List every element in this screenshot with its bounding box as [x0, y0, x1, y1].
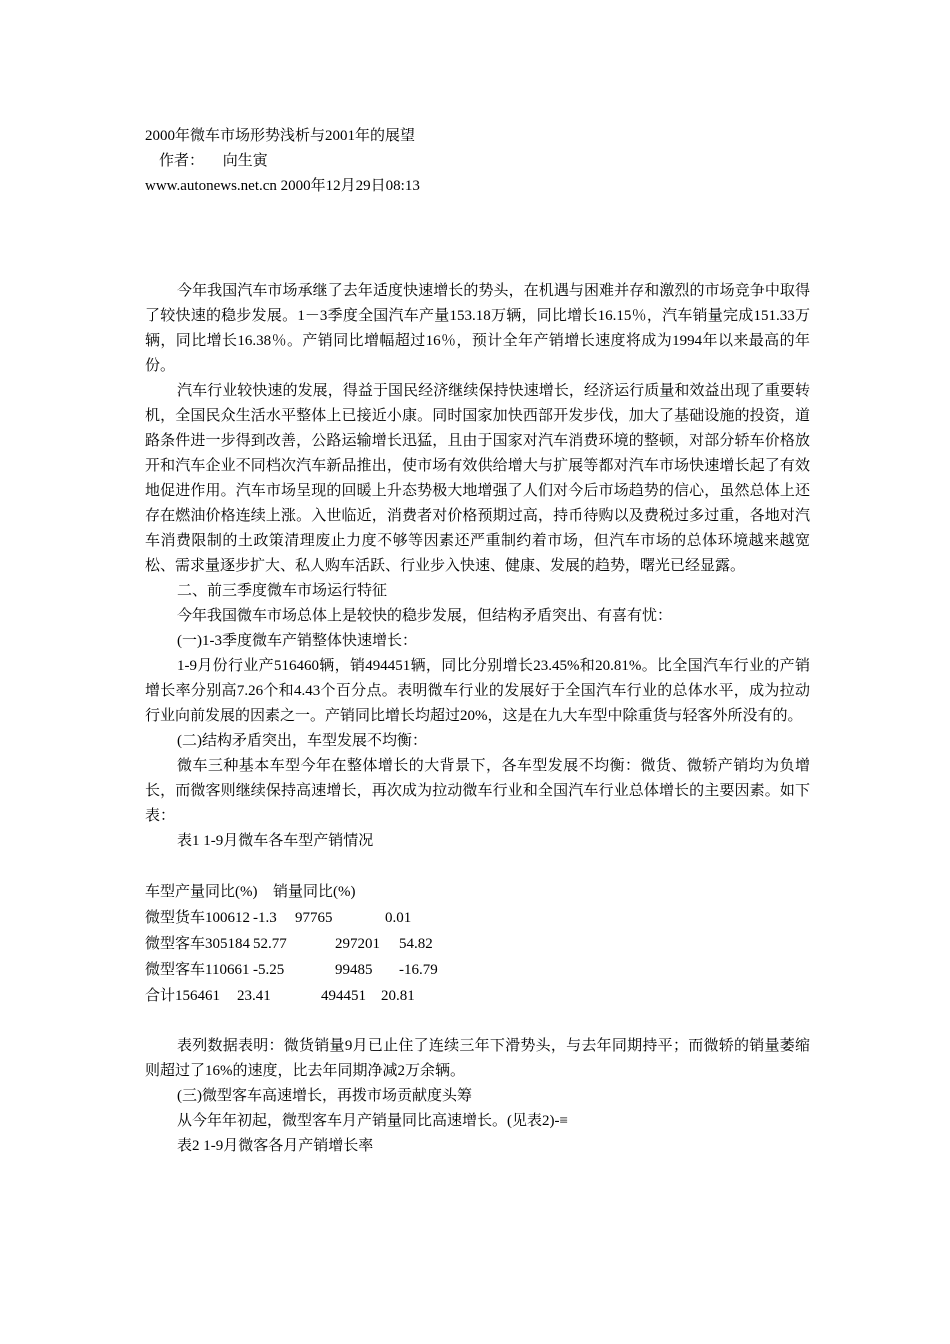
spacer	[145, 854, 810, 879]
paragraph-overview: 今年我国微车市场总体上是较快的稳步发展，但结构矛盾突出、有喜有忧：	[177, 608, 673, 624]
subheading-3: (三)微型客车高速增长，再拨市场贡献度头筹	[177, 1088, 472, 1104]
author-line	[145, 149, 810, 174]
table-cell: 合计156461	[145, 988, 221, 1004]
subheading-2: (二)结构矛盾突出，车型发展不均衡：	[177, 733, 427, 749]
source-line: www.autonews.net.cn 2000年12月29日08:13	[145, 178, 420, 194]
table-cell: 97765	[295, 910, 333, 926]
author-name: 向生寅	[222, 153, 268, 169]
table-header-row	[145, 879, 810, 905]
table-row	[145, 905, 810, 931]
table-cell: 297201	[335, 936, 380, 952]
table2-caption: 表2 1-9月微客各月产销增长率	[177, 1138, 374, 1154]
table-cell: -16.79	[399, 962, 438, 978]
table-cell: 0.01	[385, 910, 412, 926]
table-row	[145, 983, 810, 1009]
table-cell: 微型货车100612	[145, 910, 251, 926]
table-cell: 52.77	[253, 936, 287, 952]
spacer	[145, 1009, 810, 1034]
table-cell: -5.25	[253, 962, 285, 978]
paragraph-growth: 1-9月份行业产516460辆，销494451辆，同比分别增长23.45%和20.81%。比全国汽车行业的产销增长率分别高7.26个和4.43个百分点。表明微车行业的发展好于全国汽车行业的总体水平，成为拉动行业向前发展的因素之一。产销同比增长均超过20%，这是在九大车型中除重货与轻客外所没有的。	[145, 658, 810, 724]
table-cell: 494451	[321, 988, 366, 1004]
document-page	[145, 124, 810, 1159]
table-row	[145, 957, 810, 983]
table-cell: -1.3	[253, 910, 277, 926]
table-cell: 微型客车110661	[145, 962, 250, 978]
subheading-1: (一)1-3季度微车产销整体快速增长：	[177, 633, 417, 649]
paragraph-table-analysis: 表列数据表明：微货销量9月已止住了连续三年下滑势头，与去年同期持平；而微轿的销量萎缩则超过了16%的速度，比去年同期净减2万余辆。	[145, 1038, 810, 1079]
table-cell: 54.82	[399, 936, 433, 952]
table-header-cell: 车型产量同比(%)	[145, 884, 258, 900]
paragraph-industry: 汽车行业较快速的发展，得益于国民经济继续保持快速增长，经济运行质量和效益出现了重要转机，全国民众生活水平整体上已接近小康。同时国家加快西部开发步伐，加大了基础设施的投资，道路条件进一步得到改善，公路运输增长迅猛，且由于国家对汽车消费环境的整顿，对部分轿车价格放开和汽车企业不同档次汽车新品推出，使市场有效供给增大与扩展等都对汽车市场快速增长起了有效地促进作用。汽车市场呈现的回暖上升态势极大地增强了人们对今后市场趋势的信心，虽然总体上还存在燃油价格连续上涨。入世临近，消费者对价格预期过高，持币待购以及费税过多过重，各地对汽车消费限制的土政策清理废止力度不够等因素还严重制约着市场，但汽车市场的总体环境越来越宽松、需求量逐步扩大、私人购车活跃、行业步入快速、健康、发展的趋势，曙光已经显露。	[145, 383, 810, 574]
section-heading-2: 二、前三季度微车市场运行特征	[177, 583, 388, 599]
table-cell: 微型客车305184	[145, 936, 251, 952]
table-cell: 99485	[335, 962, 373, 978]
author-label: 作者：	[159, 153, 205, 169]
table1-caption: 表1 1-9月微车各车型产销情况	[177, 833, 374, 849]
table-cell: 23.41	[237, 988, 271, 1004]
paragraph-minibus: 从今年年初起，微型客车月产销量同比高速增长。(见表2)-≡	[177, 1113, 568, 1129]
paragraph-intro: 今年我国汽车市场承继了去年适度快速增长的势头，在机遇与困难并存和激烈的市场竞争中取得了较快速的稳步发展。1－3季度全国汽车产量153.18万辆，同比增长16.15％，汽车销量完成151.33万辆，同比增长16.38％。产销同比增幅超过16％，预计全年产销增长速度将成为1994年以来最高的年份。	[145, 283, 810, 374]
table-row	[145, 931, 810, 957]
table-header-cell: 销量同比(%)	[273, 884, 356, 900]
paragraph-structure: 微车三种基本车型今年在整体增长的大背景下，各车型发展不均衡：微货、微轿产销均为负增长，而微客则继续保持高速增长，再次成为拉动微车行业和全国汽车行业总体增长的主要因素。如下表：	[145, 758, 810, 824]
spacer	[145, 199, 810, 279]
article-title: 2000年微车市场形势浅析与2001年的展望	[145, 128, 416, 144]
table-cell: 20.81	[381, 988, 415, 1004]
table1	[145, 879, 810, 1009]
